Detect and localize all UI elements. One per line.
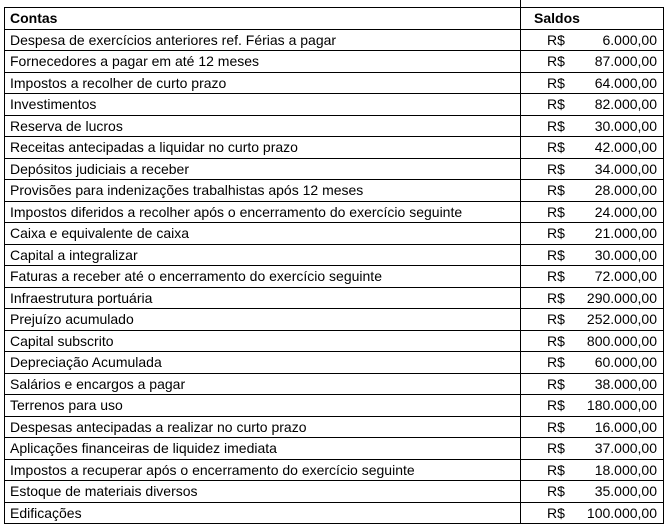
currency-symbol: R$ bbox=[547, 203, 565, 220]
currency-symbol: R$ bbox=[547, 461, 565, 478]
account-name-cell: Reserva de lucros bbox=[5, 115, 521, 137]
balance-value: 38.000,00 bbox=[594, 375, 657, 392]
balance-cell bbox=[521, 201, 664, 223]
table-row bbox=[5, 115, 664, 137]
balance-cell bbox=[521, 438, 664, 460]
balance-value: 252.000,00 bbox=[586, 311, 657, 327]
currency-symbol: R$ bbox=[547, 53, 565, 69]
balance-cell bbox=[521, 481, 664, 503]
table-row bbox=[5, 438, 664, 460]
table-row bbox=[5, 29, 664, 51]
account-name-cell: Salários e encargos a pagar bbox=[5, 373, 521, 395]
currency-symbol: R$ bbox=[547, 289, 565, 306]
table-row bbox=[5, 309, 664, 331]
table-row bbox=[5, 459, 664, 481]
currency-symbol: R$ bbox=[547, 440, 565, 456]
balance-cell bbox=[521, 29, 664, 51]
table-row bbox=[5, 72, 664, 94]
table-row bbox=[5, 180, 664, 202]
table-row bbox=[5, 502, 664, 524]
balance-value: 800.000,00 bbox=[586, 332, 657, 349]
balance-value: 82.000,00 bbox=[594, 96, 657, 112]
balance-value: 290.000,00 bbox=[586, 289, 657, 306]
account-name-cell: Provisões para indenizações trabalhistas após 12 meses bbox=[5, 180, 521, 202]
account-name-cell: Despesas antecipadas a realizar no curto prazo bbox=[5, 416, 521, 438]
balance-cell bbox=[521, 266, 664, 288]
account-name-cell: Aplicações financeiras de liquidez imediata bbox=[5, 438, 521, 460]
balance-cell bbox=[521, 180, 664, 202]
table-row bbox=[5, 223, 664, 245]
account-name-cell: Capital a integralizar bbox=[5, 244, 521, 266]
currency-symbol: R$ bbox=[547, 139, 565, 155]
column-header-contas: Contas bbox=[5, 8, 521, 30]
balance-cell bbox=[521, 223, 664, 245]
table-row bbox=[5, 244, 664, 266]
balance-value: 60.000,00 bbox=[594, 354, 657, 370]
account-name-cell: Impostos a recolher de curto prazo bbox=[5, 72, 521, 94]
balance-cell bbox=[521, 459, 664, 481]
account-name-cell: Caixa e equivalente de caixa bbox=[5, 223, 521, 245]
account-name-cell: Depósitos judiciais a receber bbox=[5, 158, 521, 180]
balance-value: 6.000,00 bbox=[602, 31, 657, 48]
balance-cell bbox=[521, 502, 664, 524]
balance-cell bbox=[521, 94, 664, 116]
account-name-cell: Investimentos bbox=[5, 94, 521, 116]
balance-cell bbox=[521, 137, 664, 159]
balance-value: 42.000,00 bbox=[594, 139, 657, 155]
balance-cell bbox=[521, 352, 664, 374]
currency-symbol: R$ bbox=[547, 182, 565, 198]
table-row bbox=[5, 481, 664, 503]
currency-symbol: R$ bbox=[547, 375, 565, 392]
balance-cell bbox=[521, 395, 664, 417]
account-name-cell: Receitas antecipadas a liquidar no curto prazo bbox=[5, 137, 521, 159]
currency-symbol: R$ bbox=[547, 117, 565, 134]
table-row bbox=[5, 330, 664, 352]
balance-cell bbox=[521, 287, 664, 309]
balance-value: 24.000,00 bbox=[594, 203, 657, 220]
balance-value: 34.000,00 bbox=[594, 160, 657, 177]
currency-symbol: R$ bbox=[547, 504, 565, 521]
balance-cell bbox=[521, 373, 664, 395]
table-row bbox=[5, 158, 664, 180]
table-row bbox=[5, 137, 664, 159]
column-header-saldos: Saldos bbox=[521, 8, 664, 30]
balance-cell bbox=[521, 330, 664, 352]
account-name-cell: Impostos diferidos a recolher após o encerramento do exercício seguinte bbox=[5, 201, 521, 223]
account-name-cell: Prejuízo acumulado bbox=[5, 309, 521, 331]
balance-value: 21.000,00 bbox=[594, 225, 657, 241]
balance-cell bbox=[521, 244, 664, 266]
currency-symbol: R$ bbox=[547, 246, 565, 263]
table-row bbox=[5, 352, 664, 374]
balance-cell bbox=[521, 115, 664, 137]
account-name-cell: Infraestrutura portuária bbox=[5, 287, 521, 309]
account-name-cell: Estoque de materiais diversos bbox=[5, 481, 521, 503]
account-name-cell: Despesa de exercícios anteriores ref. Férias a pagar bbox=[5, 29, 521, 51]
account-name-cell: Fornecedores a pagar em até 12 meses bbox=[5, 51, 521, 73]
table-row bbox=[5, 395, 664, 417]
balance-cell bbox=[521, 309, 664, 331]
table-row bbox=[5, 416, 664, 438]
currency-symbol: R$ bbox=[547, 397, 565, 413]
table-row bbox=[5, 201, 664, 223]
table-row bbox=[5, 287, 664, 309]
balance-value: 35.000,00 bbox=[594, 483, 657, 499]
account-name-cell: Impostos a recuperar após o encerramento do exercício seguinte bbox=[5, 459, 521, 481]
currency-symbol: R$ bbox=[547, 311, 565, 327]
table-row bbox=[5, 51, 664, 73]
accounts-balance-table bbox=[4, 7, 664, 524]
balance-value: 18.000,00 bbox=[594, 461, 657, 478]
balance-value: 37.000,00 bbox=[594, 440, 657, 456]
balance-value: 72.000,00 bbox=[594, 268, 657, 284]
currency-symbol: R$ bbox=[547, 96, 565, 112]
currency-symbol: R$ bbox=[547, 31, 565, 48]
balance-value: 28.000,00 bbox=[594, 182, 657, 198]
table-row bbox=[5, 266, 664, 288]
table-row bbox=[5, 373, 664, 395]
balance-cell bbox=[521, 158, 664, 180]
account-name-cell: Terrenos para uso bbox=[5, 395, 521, 417]
balance-value: 180.000,00 bbox=[586, 397, 657, 413]
currency-symbol: R$ bbox=[547, 225, 565, 241]
currency-symbol: R$ bbox=[547, 483, 565, 499]
currency-symbol: R$ bbox=[547, 332, 565, 349]
balance-cell bbox=[521, 416, 664, 438]
account-name-cell: Depreciação Acumulada bbox=[5, 352, 521, 374]
account-name-cell: Edificações bbox=[5, 502, 521, 524]
currency-symbol: R$ bbox=[547, 418, 565, 435]
balance-cell bbox=[521, 51, 664, 73]
account-name-cell: Faturas a receber até o encerramento do exercício seguinte bbox=[5, 266, 521, 288]
table-header-row bbox=[5, 8, 664, 30]
balance-value: 16.000,00 bbox=[594, 418, 657, 435]
account-name-cell: Capital subscrito bbox=[5, 330, 521, 352]
balance-value: 30.000,00 bbox=[594, 246, 657, 263]
currency-symbol: R$ bbox=[547, 354, 565, 370]
table-row bbox=[5, 94, 664, 116]
balance-value: 100.000,00 bbox=[586, 504, 657, 521]
balance-value: 87.000,00 bbox=[594, 53, 657, 69]
currency-symbol: R$ bbox=[547, 74, 565, 91]
balance-value: 30.000,00 bbox=[594, 117, 657, 134]
balance-cell bbox=[521, 72, 664, 94]
balance-value: 64.000,00 bbox=[594, 74, 657, 91]
currency-symbol: R$ bbox=[547, 268, 565, 284]
currency-symbol: R$ bbox=[547, 160, 565, 177]
